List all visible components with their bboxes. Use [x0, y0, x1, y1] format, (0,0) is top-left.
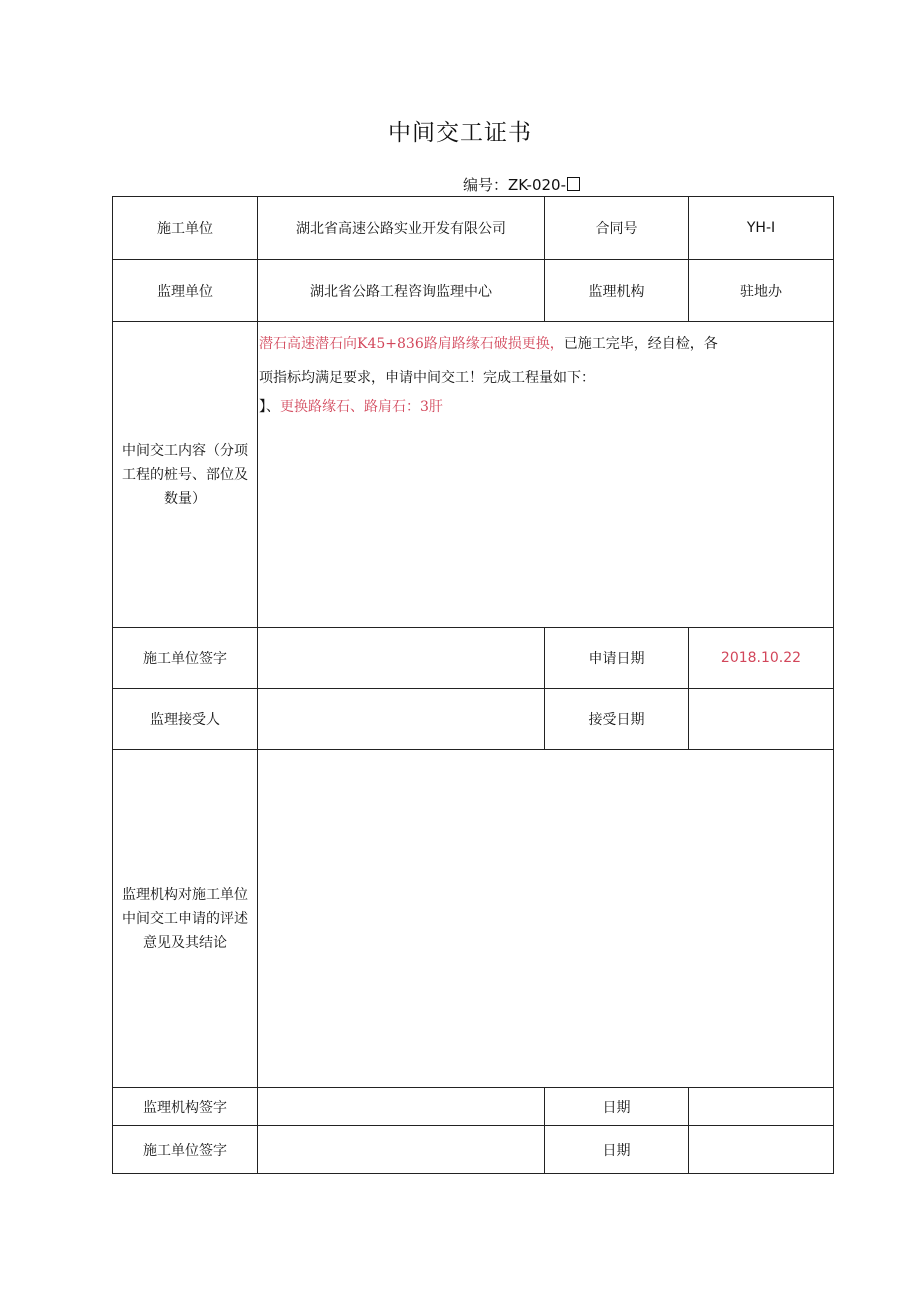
contract-number-value: YH-I	[689, 197, 834, 260]
review-opinion-field[interactable]	[258, 750, 834, 1088]
review-opinion-label	[113, 750, 258, 1088]
content-line-1-highlight: 潜石高速潜石向K45+836路肩路缘石破损更换，	[259, 336, 564, 352]
content-line-3-highlight: 更换路缘石、路肩石：3肝	[280, 399, 443, 415]
code-value: ZK-020-	[508, 176, 567, 194]
content-line-1-text: 已施工完毕，经自检，各	[563, 336, 718, 352]
agency-date-label: 日期	[545, 1088, 689, 1126]
document-title: 中间交工证书	[388, 120, 532, 146]
row-supervision-unit	[113, 260, 834, 322]
contractor-final-date-field[interactable]	[689, 1126, 834, 1174]
construction-unit-label: 施工单位	[113, 197, 258, 260]
content-line-2: 项指标均满足要求，申请中间交工！完成工程量如下：	[259, 370, 595, 386]
row-supervisor-receiver	[113, 689, 834, 750]
row-interim-content	[113, 322, 834, 628]
supervisor-receiver-field[interactable]	[258, 689, 545, 750]
interim-content-body	[258, 322, 834, 628]
receipt-date-field[interactable]	[689, 689, 834, 750]
row-agency-sign	[113, 1088, 834, 1126]
certificate-form-table	[112, 196, 834, 1174]
row-contractor-sign-final	[113, 1126, 834, 1174]
contractor-final-date-label: 日期	[545, 1126, 689, 1174]
interim-content-label	[113, 322, 258, 628]
contractor-final-sign-label: 施工单位签字	[113, 1126, 258, 1174]
receipt-date-label: 接受日期	[545, 689, 689, 750]
supervision-unit-value: 湖北省公路工程咨询监理中心	[258, 260, 545, 322]
content-line-3-prefix: 】、	[259, 399, 280, 415]
review-opinion-label-line: 中间交工申请的评述	[122, 910, 248, 927]
supervision-agency-value: 驻地办	[689, 260, 834, 322]
interim-content-label-line: 数量）	[164, 490, 206, 507]
interim-content-label-line: 工程的桩号、部位及	[122, 466, 248, 483]
supervision-agency-label: 监理机构	[545, 260, 689, 322]
agency-sign-label: 监理机构签字	[113, 1088, 258, 1126]
review-opinion-label-line: 意见及其结论	[143, 934, 227, 951]
agency-date-field[interactable]	[689, 1088, 834, 1126]
row-contractor-sign	[113, 628, 834, 689]
application-date-label: 申请日期	[545, 628, 689, 689]
supervision-unit-label: 监理单位	[113, 260, 258, 322]
row-review-opinion	[113, 750, 834, 1088]
application-date-value: 2018.10.22	[689, 628, 834, 689]
supervisor-receiver-label: 监理接受人	[113, 689, 258, 750]
agency-sign-field[interactable]	[258, 1088, 545, 1126]
content-line-3	[259, 396, 443, 416]
code-label: 编号：	[463, 176, 509, 194]
row-construction-unit	[113, 197, 834, 260]
contract-number-label: 合同号	[545, 197, 689, 260]
contractor-sign-field[interactable]	[258, 628, 545, 689]
checkbox-icon	[567, 177, 580, 191]
document-code	[463, 174, 580, 195]
content-line-1	[259, 333, 718, 353]
contractor-sign-label: 施工单位签字	[113, 628, 258, 689]
interim-content-label-line: 中间交工内容（分项	[122, 442, 248, 459]
review-opinion-label-line: 监理机构对施工单位	[122, 886, 248, 903]
construction-unit-value: 湖北省高速公路实业开发有限公司	[258, 197, 545, 260]
contractor-final-sign-field[interactable]	[258, 1126, 545, 1174]
